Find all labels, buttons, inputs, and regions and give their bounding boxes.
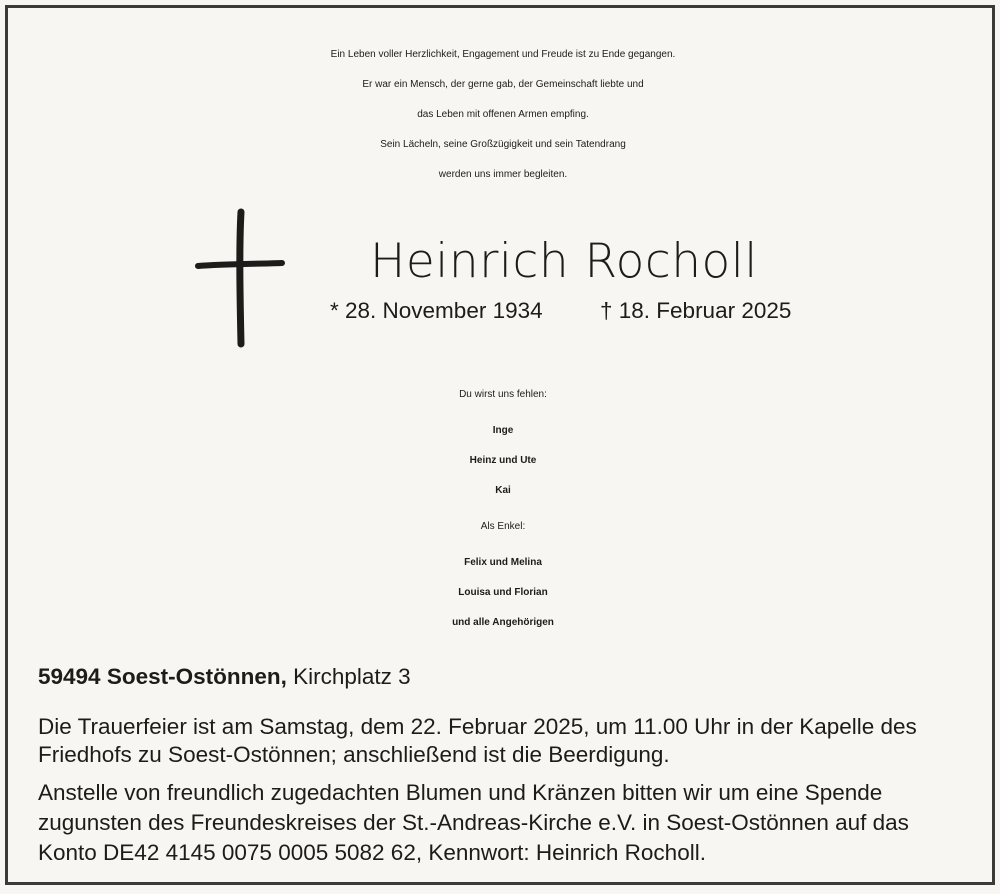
obituary-frame bbox=[5, 5, 995, 885]
mourner-name: Heinz und Ute bbox=[469, 455, 537, 466]
address-city: 59494 Soest-Ostönnen, bbox=[38, 664, 287, 689]
birth-date: * 28. November 1934 bbox=[330, 298, 543, 323]
funeral-line-2: Friedhofs zu Soest-Ostönnen; anschließend ist die Beerdigung. bbox=[38, 742, 670, 767]
address bbox=[38, 662, 411, 693]
deceased-name: Heinrich Rocholl bbox=[370, 234, 758, 289]
donation-line-3: Konto DE42 4145 0075 0005 5082 62, Kennwort: Heinrich Rocholl. bbox=[38, 840, 706, 865]
grandchild-name: Felix und Melina bbox=[464, 557, 542, 568]
donation-line-1: Anstelle von freundlich zugedachten Blumen und Kränzen bitten wir um eine Spende bbox=[38, 780, 883, 805]
verse-line-2: Er war ein Mensch, der gerne gab, der Gemeinschaft liebte und bbox=[362, 79, 644, 90]
donation-line-2: zugunsten des Freundeskreises der St.-Andreas-Kirche e.V. in Soest-Ostönnen auf das bbox=[38, 810, 909, 835]
death-date: † 18. Februar 2025 bbox=[600, 298, 792, 323]
cross-icon bbox=[194, 208, 286, 348]
grandchildren-label: Als Enkel: bbox=[480, 521, 526, 532]
funeral-line-1: Die Trauerfeier ist am Samstag, dem 22. Februar 2025, um 11.00 Uhr in der Kapelle des bbox=[38, 714, 917, 739]
verse-line-3: das Leben mit offenen Armen empfing. bbox=[417, 109, 589, 120]
grandchild-name: Louisa und Florian bbox=[458, 587, 548, 598]
verse-line-5: werden uns immer begleiten. bbox=[438, 169, 568, 180]
mourner-name: Inge bbox=[492, 425, 514, 436]
mourner-name: Kai bbox=[495, 485, 511, 496]
verse-line-4: Sein Lächeln, seine Großzügigkeit und sein Tatendrang bbox=[380, 139, 626, 150]
relatives-line: und alle Angehörigen bbox=[452, 617, 554, 628]
mourners-intro: Du wirst uns fehlen: bbox=[459, 389, 547, 400]
verse-line-1: Ein Leben voller Herzlichkeit, Engagement und Freude ist zu Ende gegangen. bbox=[330, 49, 676, 60]
address-street: Kirchplatz 3 bbox=[293, 664, 411, 689]
